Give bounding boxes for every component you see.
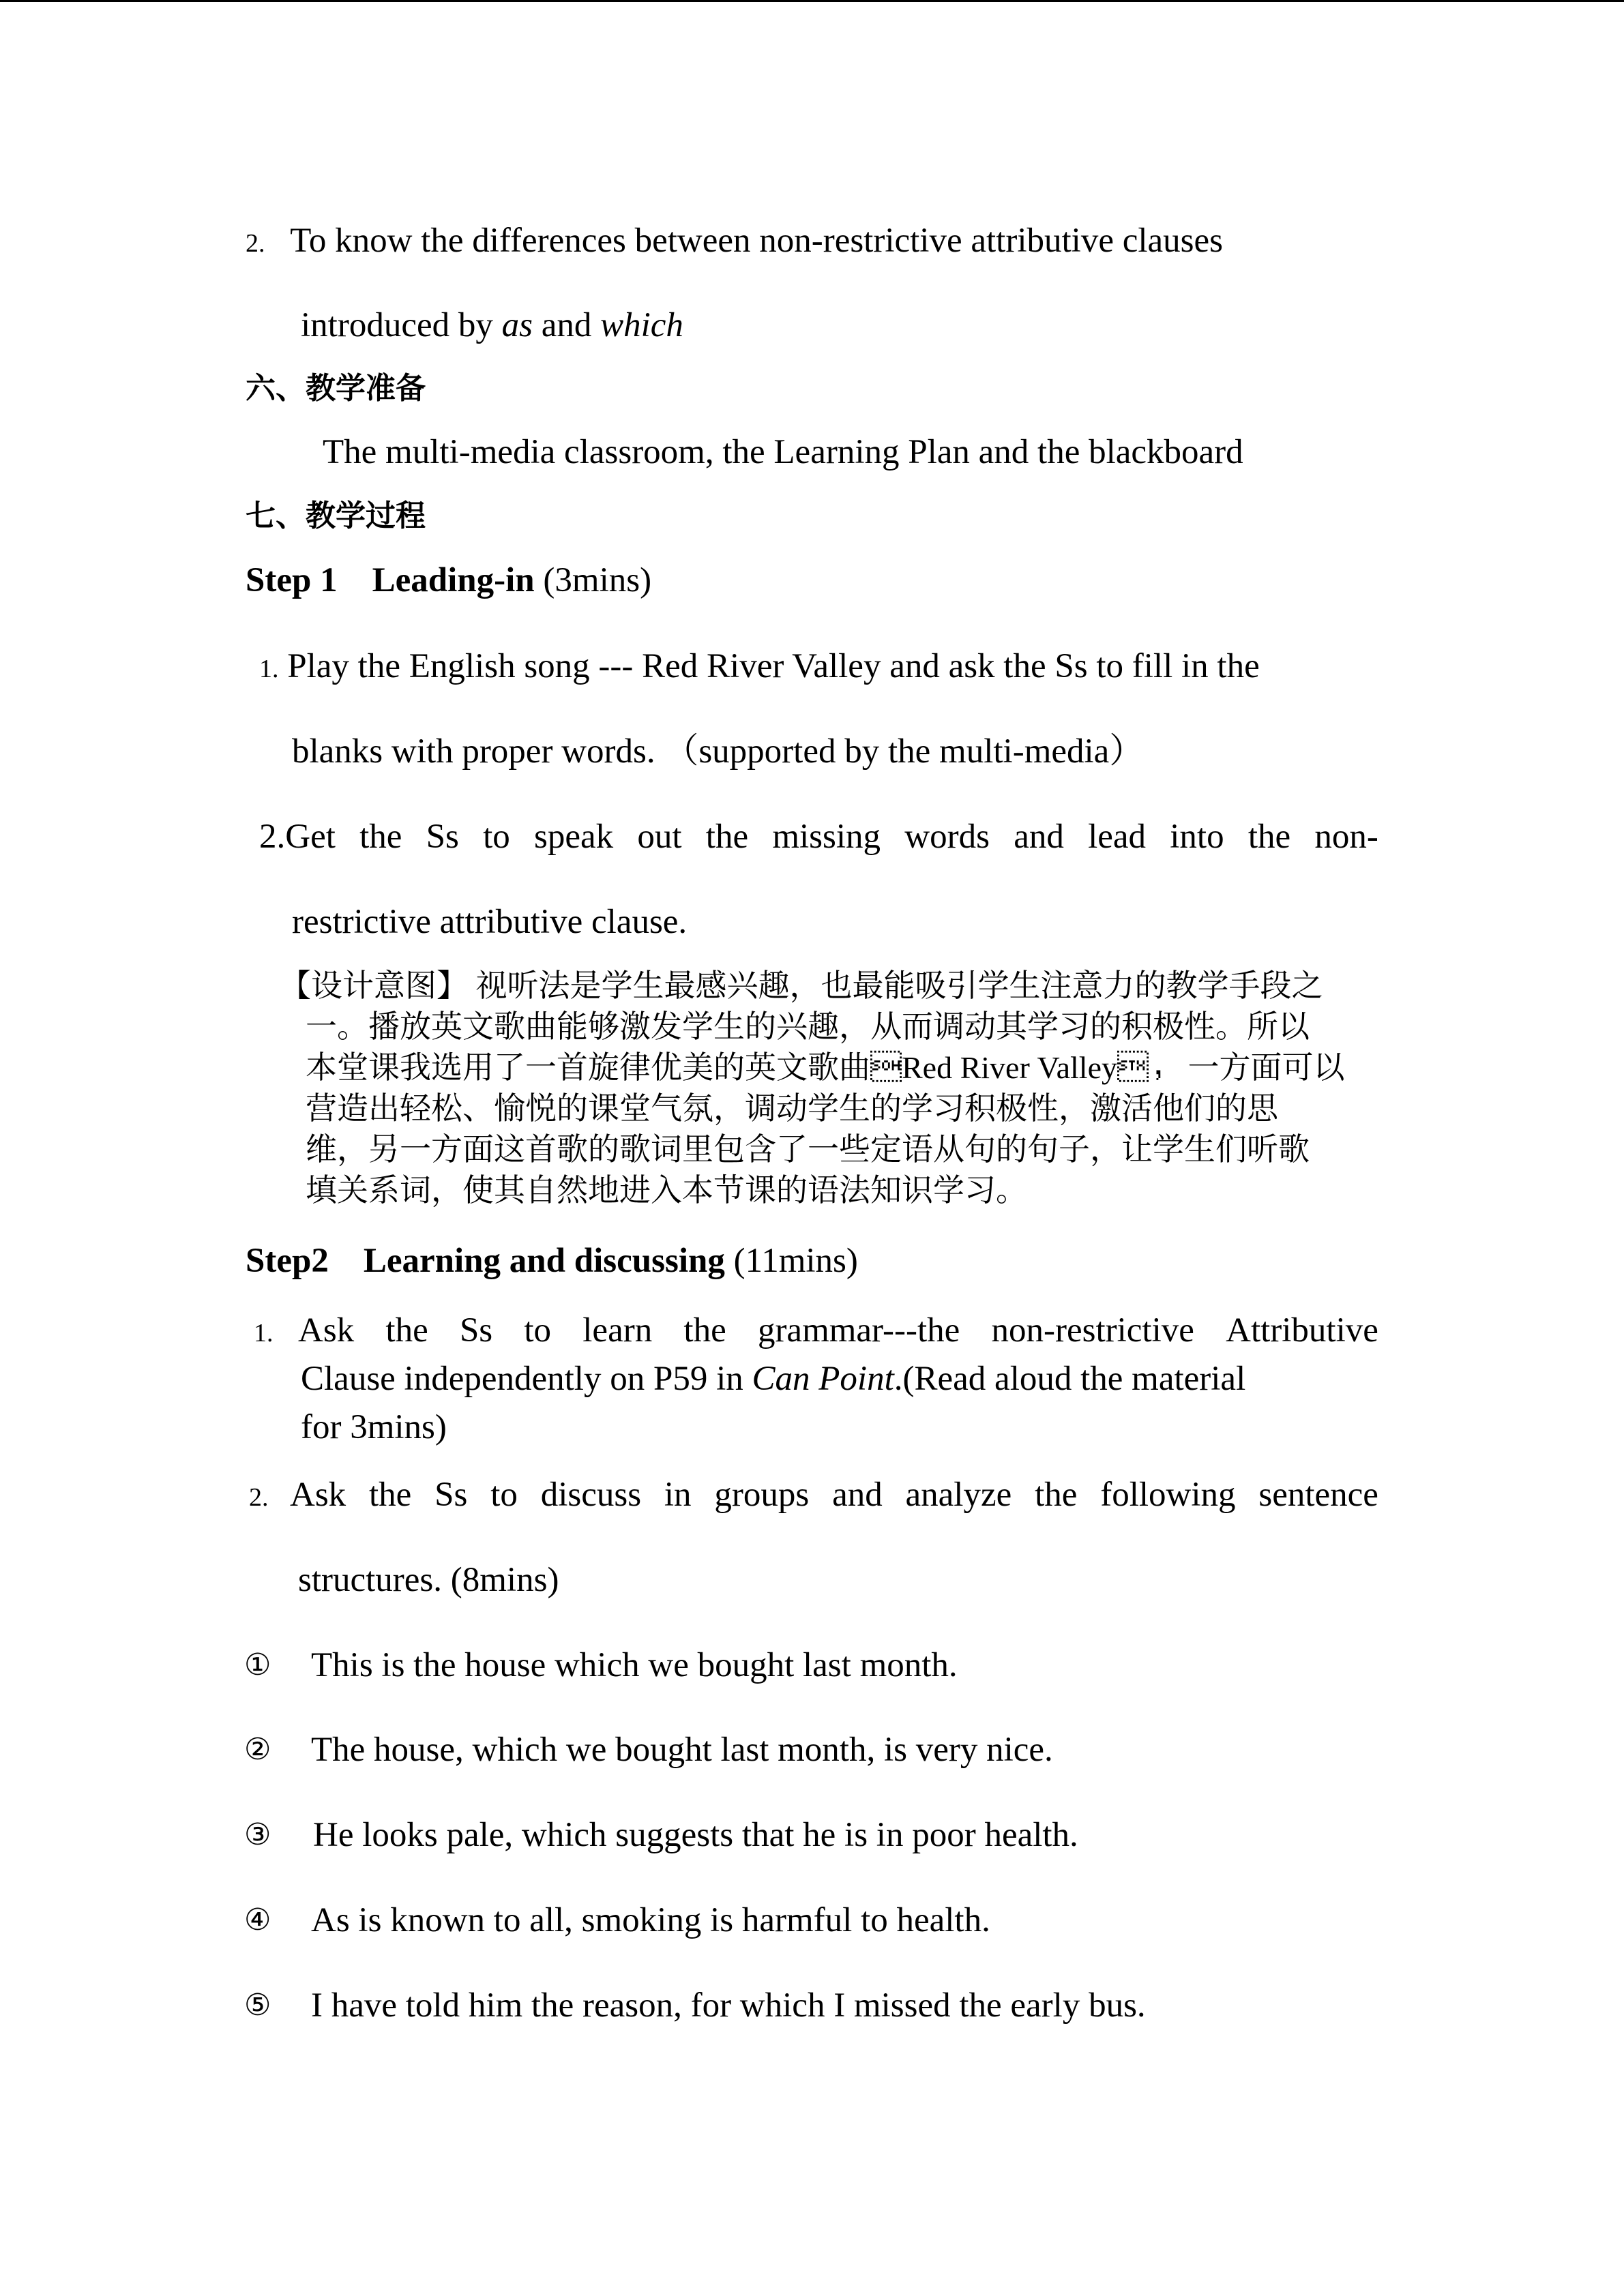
sentence-2-marker: ② <box>244 1732 271 1767</box>
word: analyze <box>905 1476 1012 1514</box>
sentence-3-text: He looks pale, which suggests that he is in poor health. <box>313 1816 1078 1854</box>
word: the <box>385 1311 428 1350</box>
objective-2-line-2 <box>301 305 683 346</box>
sentence-4-text: As is known to all, smoking is harmful to health. <box>311 1901 990 1939</box>
sentence-2-text: The house, which we bought last month, is very nice. <box>311 1731 1053 1769</box>
step-1-item-2-line-2: restrictive attributive clause. <box>292 903 688 941</box>
design-note-line-1: 【设计意图】 视听法是学生最感兴趣，也最能吸引学生注意力的教学手段之 <box>280 968 1323 1003</box>
step-1-time: (3mins) <box>534 561 652 599</box>
step-2-item-1-line-2 <box>301 1358 1378 1399</box>
word: Ss <box>426 818 459 856</box>
word: Attributive <box>1226 1311 1378 1350</box>
word: non-restrictive <box>991 1311 1194 1350</box>
step-2-item-2-number-wrap <box>249 1474 269 1518</box>
word: out <box>637 818 682 856</box>
step-2-time: (11mins) <box>724 1242 858 1280</box>
section-6-content: The multi-media classroom, the Learning Plan and the blackboard <box>323 433 1243 471</box>
objective-2-as: as <box>501 306 533 344</box>
design-note-line-6: 填关系词，使其自然地进入本节课的语法知识学习。 <box>306 1173 1027 1208</box>
word: non- <box>1314 818 1378 856</box>
step-2-item-1-line-1 <box>298 1310 1378 1351</box>
step-1-heading <box>246 560 651 601</box>
word: in <box>664 1476 692 1514</box>
objective-2-text-2b: and <box>532 306 601 344</box>
word: groups <box>714 1476 810 1514</box>
word: and <box>832 1476 883 1514</box>
word: the <box>683 1311 726 1350</box>
objective-2-line-1 <box>246 220 1223 264</box>
word: the <box>369 1476 412 1514</box>
objective-2-text-2a: introduced by <box>301 306 502 344</box>
word: to <box>524 1311 552 1350</box>
word: grammar---the <box>757 1311 960 1350</box>
word: 2.Get <box>259 818 336 856</box>
sentence-5-marker: ⑤ <box>244 1988 271 2023</box>
word: into <box>1170 818 1224 856</box>
sentence-1-marker: ① <box>244 1648 271 1682</box>
step-1-title: Step 1 Leading-in <box>246 561 535 599</box>
step-2-item-2-line-1 <box>290 1474 1378 1515</box>
word: and <box>1014 818 1064 856</box>
word: the <box>705 818 749 856</box>
step-2-item-2-line-2: structures. (8mins) <box>298 1561 559 1599</box>
top-border-line <box>0 0 1624 2</box>
step-1-item-1-line-1 <box>259 646 1260 689</box>
design-note-line-3: 本堂课我选用了一首旋律优美的英文歌曲Red River Valley， 一方面可以 <box>306 1050 1345 1085</box>
design-note-line-4: 营造出轻松、愉悦的课堂气氛，调动学生的学习积极性，激活他们的思 <box>306 1091 1278 1126</box>
word: the <box>1035 1476 1078 1514</box>
can-point-title: Can Point <box>752 1360 894 1398</box>
design-note-line-2: 一。播放英文歌曲能够激发学生的兴趣，从而调动其学习的积极性。所以 <box>306 1009 1310 1044</box>
step-2-item-1-text-2b: .(Read aloud the material <box>894 1360 1246 1398</box>
section-6-heading: 六、教学准备 <box>246 371 426 406</box>
objective-2-which: which <box>600 306 683 344</box>
word: sentence <box>1258 1476 1378 1514</box>
word: words <box>904 818 990 856</box>
step-2-item-2-number: 2. <box>249 1483 269 1512</box>
design-note-line-5: 维，另一方面这首歌的歌词里包含了一些定语从句的句子，让学生们听歌 <box>306 1132 1310 1167</box>
step-2-item-1-line-3: for 3mins) <box>301 1408 447 1446</box>
objective-2-text-1: To know the differences between non-restrictive attributive clauses <box>290 222 1223 260</box>
word: the <box>359 818 402 856</box>
step-2-title: Step2 Learning and discussing <box>246 1242 725 1280</box>
word: to <box>483 818 510 856</box>
section-7-heading: 七、教学过程 <box>246 498 426 533</box>
sentence-3-marker: ③ <box>244 1817 271 1852</box>
step-1-item-1-number: 1. <box>259 655 279 683</box>
word: Ask <box>290 1476 346 1514</box>
word: Ss <box>434 1476 468 1514</box>
step-1-item-2-line-1 <box>259 816 1378 857</box>
step-2-item-1-number-wrap <box>254 1310 274 1354</box>
sentence-5-text: I have told him the reason, for which I missed the early bus. <box>311 1986 1146 2025</box>
word: the <box>1247 818 1291 856</box>
step-2-item-1-number: 1. <box>254 1319 274 1347</box>
word: lead <box>1088 818 1147 856</box>
word: following <box>1100 1476 1236 1514</box>
sentence-1-text: This is the house which we bought last month. <box>311 1646 958 1684</box>
objective-2-number: 2. <box>246 229 265 258</box>
word: to <box>490 1476 518 1514</box>
sentence-4-marker: ④ <box>244 1903 271 1937</box>
word: learn <box>582 1311 653 1350</box>
word: Ask <box>298 1311 355 1350</box>
word: Ss <box>459 1311 493 1350</box>
word: speak <box>534 818 614 856</box>
word: missing <box>772 818 881 856</box>
step-1-item-1-text-1: Play the English song --- Red River Valley and ask the Ss to fill in the <box>287 647 1260 685</box>
word: discuss <box>540 1476 642 1514</box>
step-2-heading <box>246 1240 858 1281</box>
step-1-item-1-line-2: blanks with proper words. （supported by the multi-media） <box>292 732 1145 771</box>
step-2-item-1-text-2a: Clause independently on P59 in <box>301 1360 752 1398</box>
